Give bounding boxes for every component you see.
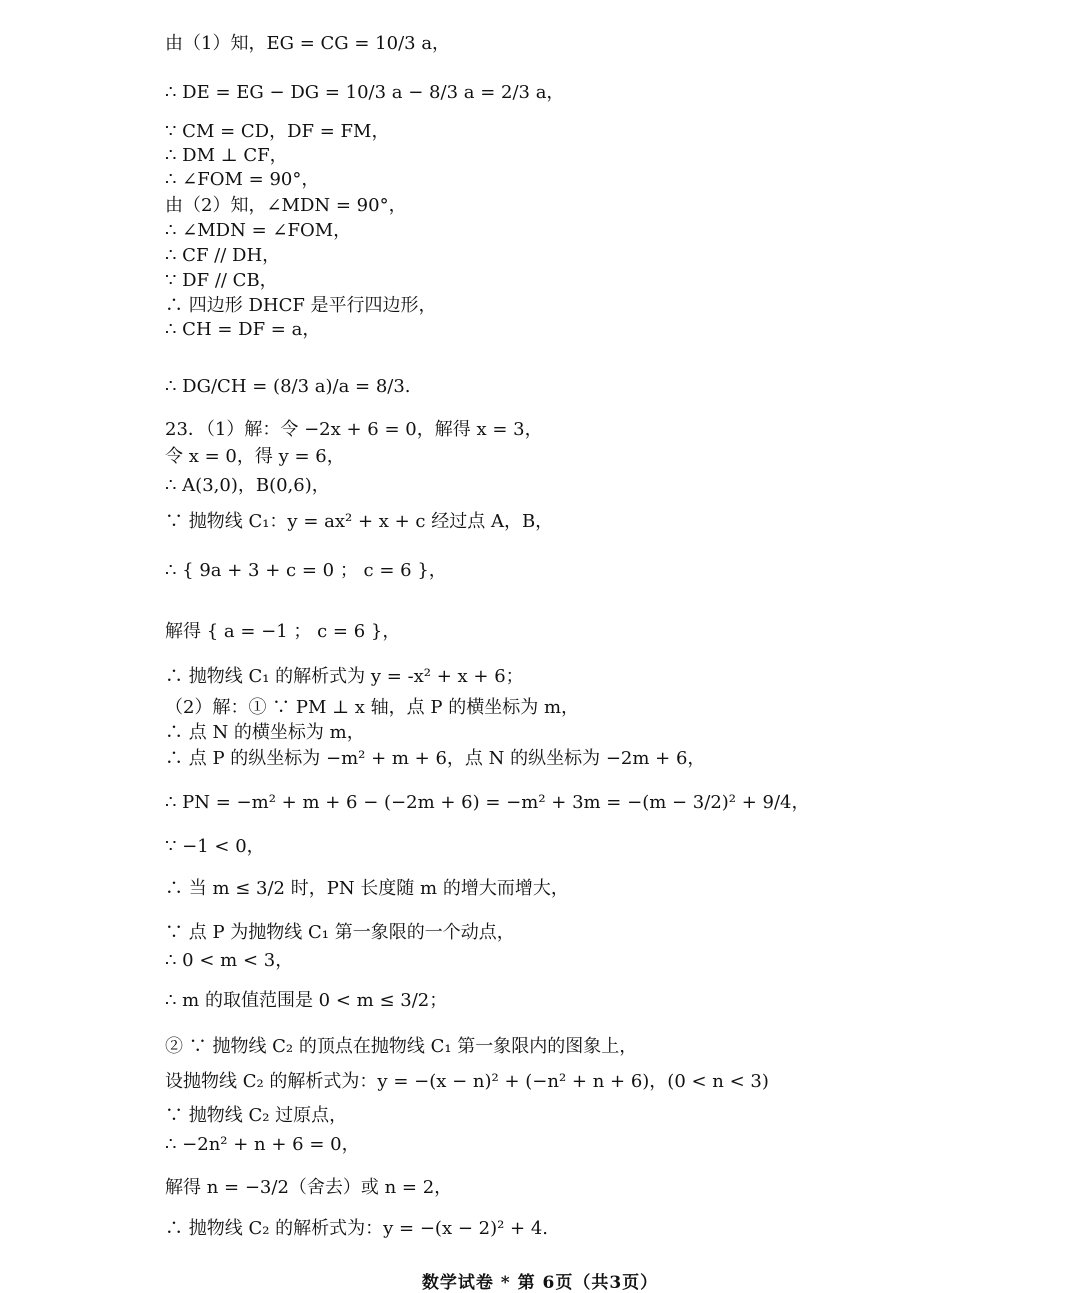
solution-line: ∴ −2n² + n + 6 = 0， — [165, 1134, 360, 1155]
solution-line: ∴ 当 m ≤ 3/2 时，PN 长度随 m 的增大而增大， — [165, 878, 569, 899]
solution-line: ∵ DF // CB， — [165, 270, 278, 291]
solution-line: ② ∵ 抛物线 C₂ 的顶点在抛物线 C₁ 第一象限内的图象上， — [165, 1036, 638, 1057]
solution-line: ∴ A(3,0)，B(0,6)， — [165, 475, 330, 496]
solution-line: ∴ CF // DH， — [165, 245, 281, 266]
solution-line: ∴ 点 N 的横坐标为 m， — [165, 722, 365, 743]
solution-line: ∴ ∠MDN = ∠FOM， — [165, 220, 352, 241]
solution-line: ∴ DG/CH = (8/3 a)/a = 8/3. — [165, 376, 411, 397]
solution-line: ∴ 0 < m < 3， — [165, 950, 294, 971]
solution-line: ∵ 抛物线 C₁：y = ax² + x + c 经过点 A，B， — [165, 511, 554, 532]
solution-line: 令 x = 0，得 y = 6， — [165, 446, 345, 467]
solution-line: 由（1）知，EG = CG = 10/3 a， — [165, 33, 451, 54]
solution-line: 解得 n = −3/2（舍去）或 n = 2， — [165, 1177, 453, 1198]
solution-line: ∴ 抛物线 C₁ 的解析式为 y = -x² + x + 6； — [165, 666, 524, 687]
solution-line: ∴ ∠FOM = 90°， — [165, 169, 320, 190]
solution-line: ∴ m 的取值范围是 0 < m ≤ 3/2； — [165, 990, 448, 1011]
solution-line: 设抛物线 C₂ 的解析式为：y = −(x − n)² + (−n² + n + 6)，(0 < n < 3) — [165, 1071, 769, 1092]
solution-line: ∴ 四边形 DHCF 是平行四边形， — [165, 295, 437, 316]
equation-system: ∴ { 9a + 3 + c = 0 ； c = 6 }， — [165, 560, 447, 581]
page-footer: 数学试卷 * 第 6页（共3页） — [421, 1273, 659, 1293]
solution-line: ∴ 点 P 的纵坐标为 −m² + m + 6，点 N 的纵坐标为 −2m + 6， — [165, 748, 706, 769]
solution-line: ∴ PN = −m² + m + 6 − (−2m + 6) = −m² + 3m = −(m − 3/2)² + 9/4， — [165, 792, 810, 813]
solution-line: ∴ DE = EG − DG = 10/3 a − 8/3 a = 2/3 a， — [165, 82, 565, 103]
equation-system: 解得 { a = −1 ； c = 6 }， — [165, 621, 401, 642]
solution-line: ∵ 点 P 为抛物线 C₁ 第一象限的一个动点， — [165, 922, 515, 943]
solution-line: ∴ 抛物线 C₂ 的解析式为：y = −(x − 2)² + 4. — [165, 1218, 549, 1239]
solution-line: 由（2）知，∠MDN = 90°， — [165, 195, 407, 216]
solution-line: ∵ −1 < 0， — [165, 836, 265, 857]
solution-line: ∴ DM ⊥ CF， — [165, 145, 288, 166]
part-2-heading: （2）解：① ∵ PM ⊥ x 轴，点 P 的横坐标为 m， — [165, 697, 580, 718]
problem-23-heading: 23．（1）解：令 −2x + 6 = 0，解得 x = 3， — [165, 419, 543, 440]
solution-line: ∵ CM = CD，DF = FM， — [165, 121, 390, 142]
solution-line: ∴ CH = DF = a， — [165, 319, 321, 340]
solution-line: ∵ 抛物线 C₂ 过原点， — [165, 1105, 348, 1126]
